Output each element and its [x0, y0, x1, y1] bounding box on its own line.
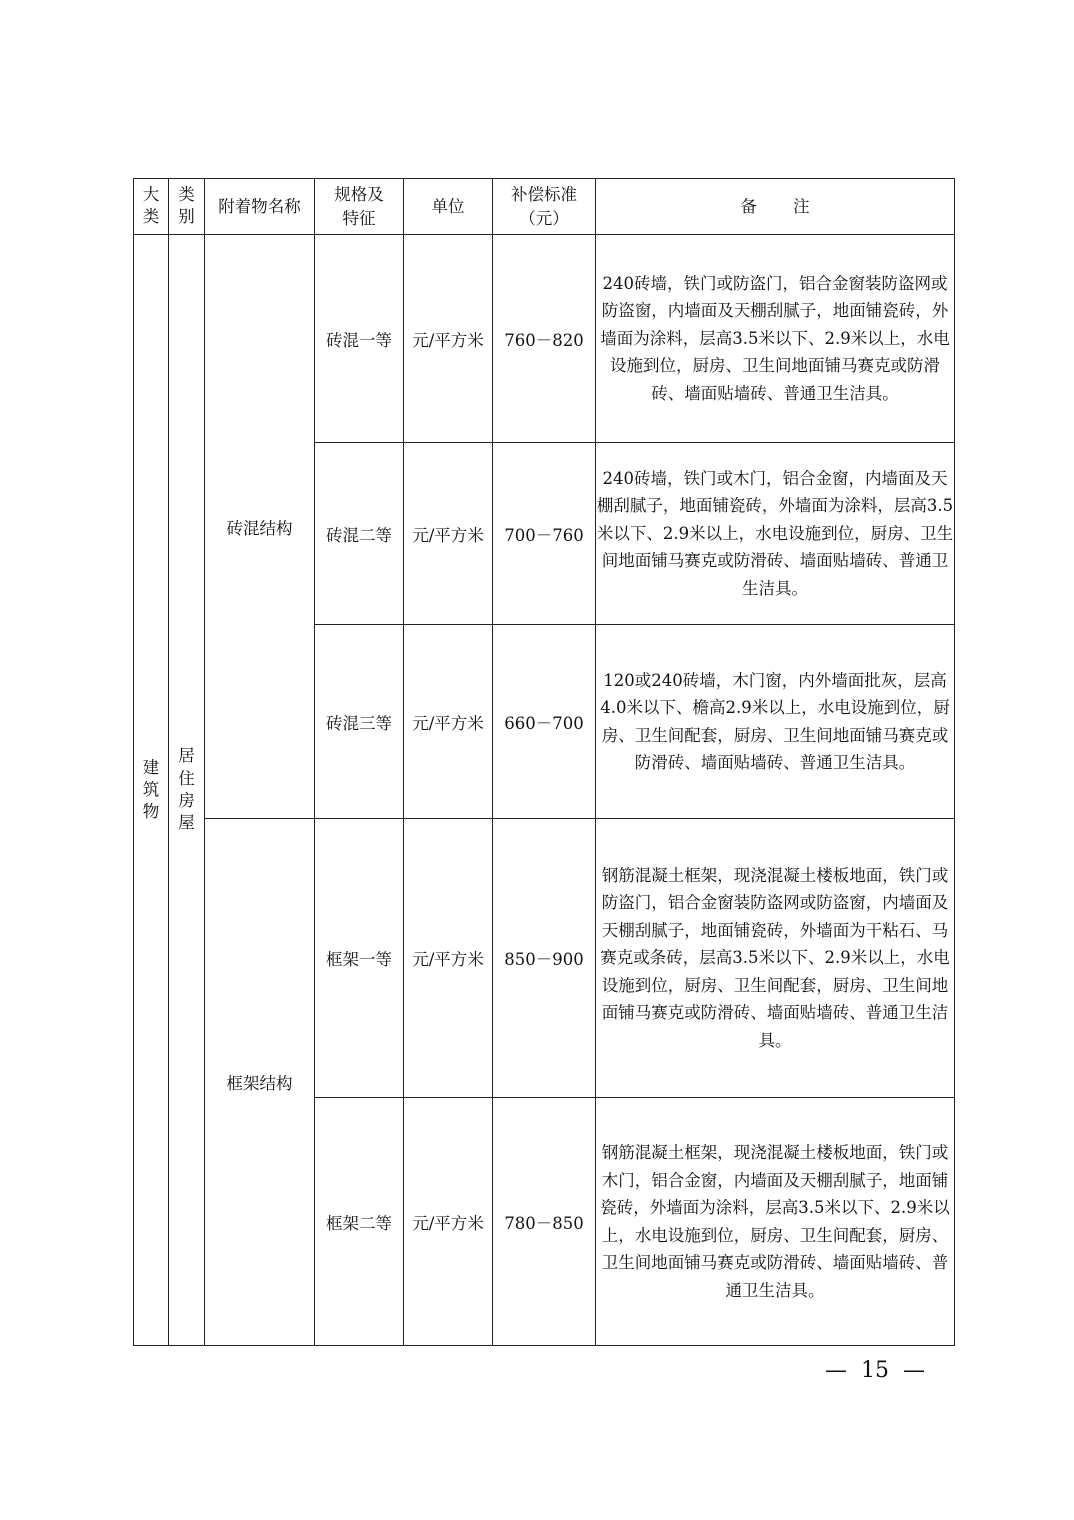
- header-major-category: 大类: [134, 179, 169, 235]
- page-number: — 15 —: [825, 1358, 925, 1383]
- header-row: [134, 179, 955, 235]
- grade-cell: 框架二等: [315, 1098, 404, 1346]
- table-row: [134, 235, 955, 443]
- remark-cell: 120或240砖墙，木门窗，内外墙面批灰，层高4.0米以下、檐高2.9米以上，水电设施到位，厨房、卫生间配套，厨房、卫生间地面铺马赛克或防滑砖、墙面贴墙砖、普通卫生洁具。: [596, 625, 955, 819]
- remark-cell: 240砖墙，铁门或防盗门，铝合金窗装防盗网或防盗窗，内墙面及天棚刮腻子，地面铺瓷砖，外墙面为涂料，层高3.5米以下、2.9米以上，水电设施到位，厨房、卫生间地面铺马赛克或防滑砖、墙面贴墙砖、普通卫生洁具。: [596, 235, 955, 443]
- major-category-cell: 建筑物: [134, 235, 169, 1346]
- remark-cell: 钢筋混凝土框架，现浇混凝土楼板地面，铁门或防盗门，铝合金窗装防盗网或防盗窗，内墙面及天棚刮腻子，地面铺瓷砖，外墙面为干粘石、马赛克或条砖，层高3.5米以下、2.9米以上，水电设施到位，厨房、卫生间配套，厨房、卫生间地面铺马赛克或防滑砖、墙面贴墙砖、普通卫生洁具。: [596, 819, 955, 1098]
- standard-cell: 760－820: [493, 235, 596, 443]
- unit-cell: 元/平方米: [404, 443, 493, 625]
- remark-cell: 240砖墙，铁门或木门，铝合金窗，内墙面及天棚刮腻子，地面铺瓷砖，外墙面为涂料，层高3.5米以下、2.9米以上，水电设施到位，厨房、卫生间地面铺马赛克或防滑砖、墙面贴墙砖、普通卫生洁具。: [596, 443, 955, 625]
- standard-cell: 780－850: [493, 1098, 596, 1346]
- header-remarks: 备注: [596, 179, 955, 235]
- grade-cell: 框架一等: [315, 819, 404, 1098]
- unit-cell: 元/平方米: [404, 819, 493, 1098]
- group-cell-brick-concrete: 砖混结构: [205, 235, 315, 819]
- header-category: 类别: [169, 179, 205, 235]
- grade-cell: 砖混一等: [315, 235, 404, 443]
- group-cell-frame: 框架结构: [205, 819, 315, 1346]
- standard-cell: 660－700: [493, 625, 596, 819]
- standard-cell: 700－760: [493, 443, 596, 625]
- table-row: [134, 819, 955, 1098]
- header-spec-line1: 规格及: [334, 184, 384, 204]
- grade-cell: 砖混三等: [315, 625, 404, 819]
- header-attachment-name: 附着物名称: [205, 179, 315, 235]
- header-standard-line2: （元）: [519, 208, 569, 228]
- standard-cell: 850－900: [493, 819, 596, 1098]
- header-unit: 单位: [404, 179, 493, 235]
- unit-cell: 元/平方米: [404, 235, 493, 443]
- header-spec: [315, 179, 404, 235]
- unit-cell: 元/平方米: [404, 625, 493, 819]
- compensation-table: [133, 178, 955, 1346]
- header-standard-line1: 补偿标准: [511, 184, 577, 204]
- grade-cell: 砖混二等: [315, 443, 404, 625]
- header-spec-line2: 特征: [342, 208, 376, 228]
- header-standard: [493, 179, 596, 235]
- category-cell: 居住房屋: [169, 235, 205, 1346]
- unit-cell: 元/平方米: [404, 1098, 493, 1346]
- remark-cell: 钢筋混凝土框架，现浇混凝土楼板地面，铁门或木门，铝合金窗，内墙面及天棚刮腻子，地面铺瓷砖，外墙面为涂料，层高3.5米以下、2.9米以上，水电设施到位，厨房、卫生间配套，厨房、卫生间地面铺马赛克或防滑砖、墙面贴墙砖、普通卫生洁具。: [596, 1098, 955, 1346]
